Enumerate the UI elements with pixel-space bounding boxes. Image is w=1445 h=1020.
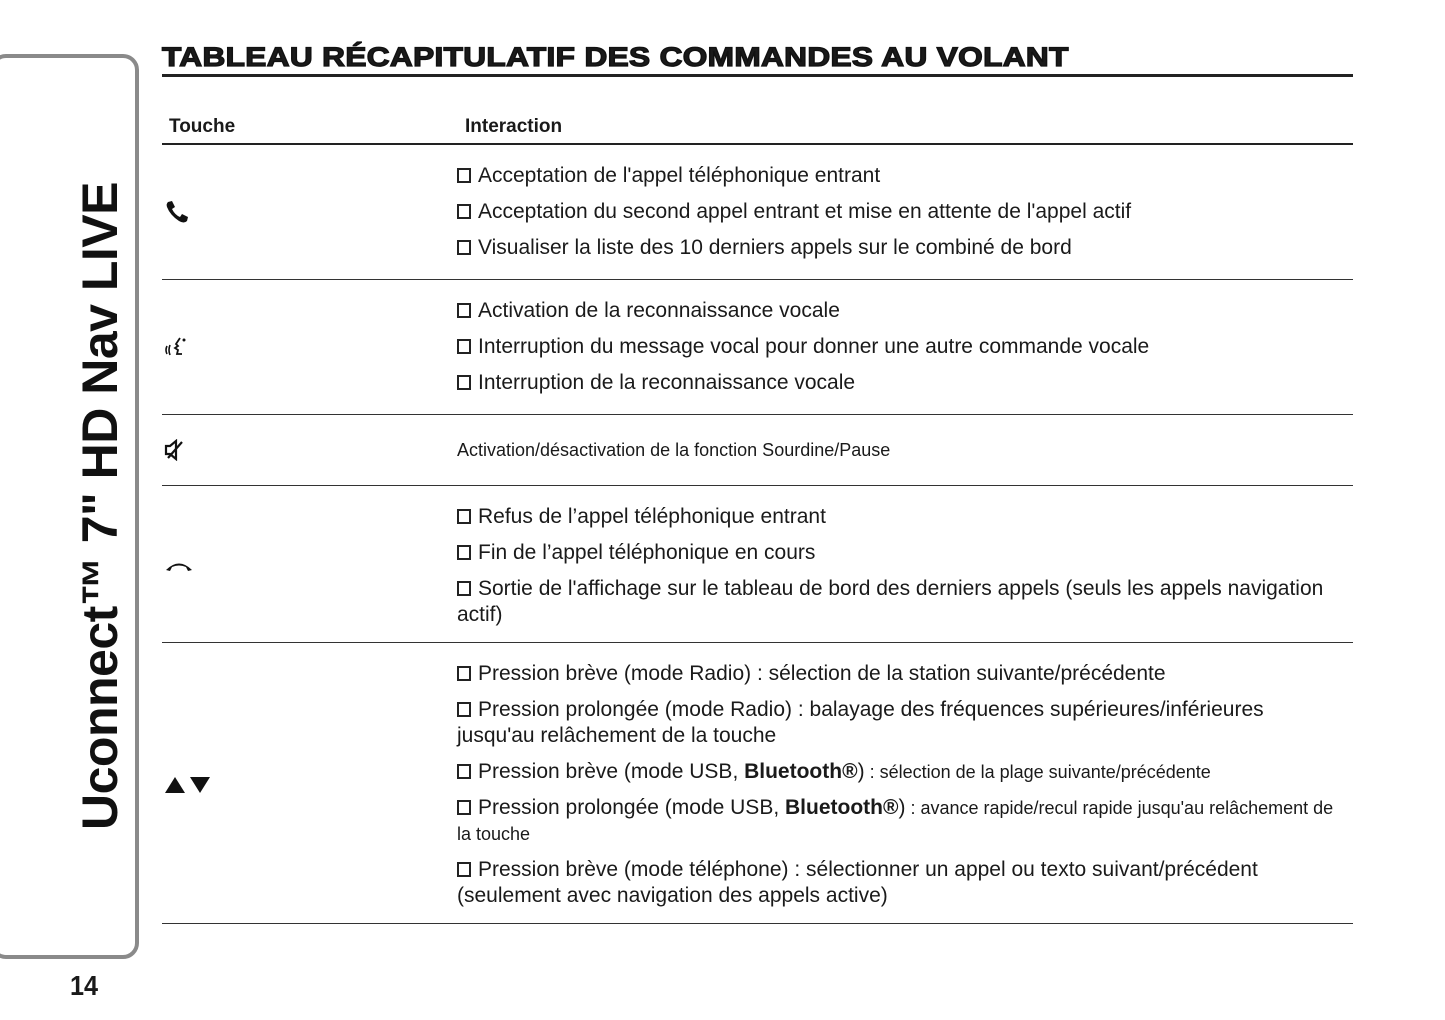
item-text: Bluetooth® [744,760,858,783]
page-title: TABLEAU RÉCAPITULATIF DES COMMANDES AU VOLANT [162,42,1069,72]
list-item [457,334,1347,360]
item-text: Pression prolongée (mode USB, [478,796,785,819]
checkbox-bullet-icon [457,303,471,318]
list-item [457,235,1347,261]
checkbox-bullet-icon [457,862,471,877]
item-text: Refus de l’appel téléphonique entrant [478,505,826,528]
list-item [457,576,1347,628]
list-item [457,540,1347,566]
steering-controls-table [162,110,1353,924]
chapter-title: Uconnect™ 7" HD Nav LIVE [72,182,128,830]
phone-hangup-icon [162,559,457,573]
list-item [457,199,1347,225]
phone-answer-icon [162,199,457,225]
list-item [457,163,1347,189]
checkbox-bullet-icon [457,800,471,815]
table-header [162,110,1353,145]
checkbox-bullet-icon [457,509,471,524]
checkbox-bullet-icon [457,764,471,779]
item-text: Interruption de la reconnaissance vocale [478,371,856,394]
item-text: Fin de l’appel téléphonique en cours [478,541,816,564]
list-item [457,759,1347,785]
checkbox-bullet-icon [457,702,471,717]
item-text: Bluetooth® [785,796,899,819]
item-text: Pression brève (mode USB, [478,760,745,783]
table-row [162,145,1353,280]
item-text: Activation/désactivation de la fonction Sourdine/Pause [457,440,891,460]
up-down-arrows-icon [162,775,457,795]
checkbox-bullet-icon [457,666,471,681]
list-item [457,661,1347,687]
interaction-list [457,153,1353,271]
table-row [162,280,1353,415]
checkbox-bullet-icon [457,375,471,390]
item-text: Visualiser la liste des 10 derniers appels sur le combiné de bord [478,236,1072,259]
table-row [162,486,1353,643]
item-text: ) [857,760,865,783]
title-rule [162,74,1353,77]
item-text: Acceptation du second appel entrant et mise en attente de l'appel actif [478,200,1132,223]
table-row [162,643,1353,924]
item-text: Activation de la reconnaissance vocale [478,299,840,322]
list-item [457,437,1347,463]
checkbox-bullet-icon [457,581,471,596]
item-text: Pression brève (mode téléphone) : sélectionner un appel ou texto suivant/précédent (seulement avec navigation des appels active) [457,858,1258,907]
header-interaction: Interaction [465,116,563,137]
item-text: Acceptation de l'appel téléphonique entrant [478,164,881,187]
list-item [457,795,1347,847]
checkbox-bullet-icon [457,339,471,354]
interaction-list [457,427,1353,473]
list-item [457,370,1347,396]
item-text: Interruption du message vocal pour donner une autre commande vocale [478,335,1150,358]
interaction-list [457,494,1353,638]
interaction-list [457,651,1353,919]
item-text: : sélection de la plage suivante/précédente [864,762,1211,782]
checkbox-bullet-icon [457,204,471,219]
list-item [457,697,1347,749]
item-text: Pression prolongée (mode Radio) : balayage des fréquences supérieures/inférieures jusqu'au relâchement de la touche [457,698,1264,747]
item-text: ) [898,796,906,819]
list-item [457,298,1347,324]
checkbox-bullet-icon [457,168,471,183]
item-text: : avance rapide/recul rapide jusqu'au relâchement de la touche [457,798,1334,844]
header-key: Touche [169,116,236,137]
checkbox-bullet-icon [457,240,471,255]
item-text: Sortie de l'affichage sur le tableau de bord des derniers appels (seuls les appels navigation actif) [457,577,1324,626]
list-item [457,857,1347,909]
page-number: 14 [70,970,99,1001]
mute-icon [162,439,457,461]
item-text: Pression brève (mode Radio) : sélection de la station suivante/précédente [478,662,1166,685]
interaction-list [457,288,1353,406]
list-item [457,504,1347,530]
voice-recognition-icon [162,334,457,360]
checkbox-bullet-icon [457,545,471,560]
table-row [162,415,1353,486]
